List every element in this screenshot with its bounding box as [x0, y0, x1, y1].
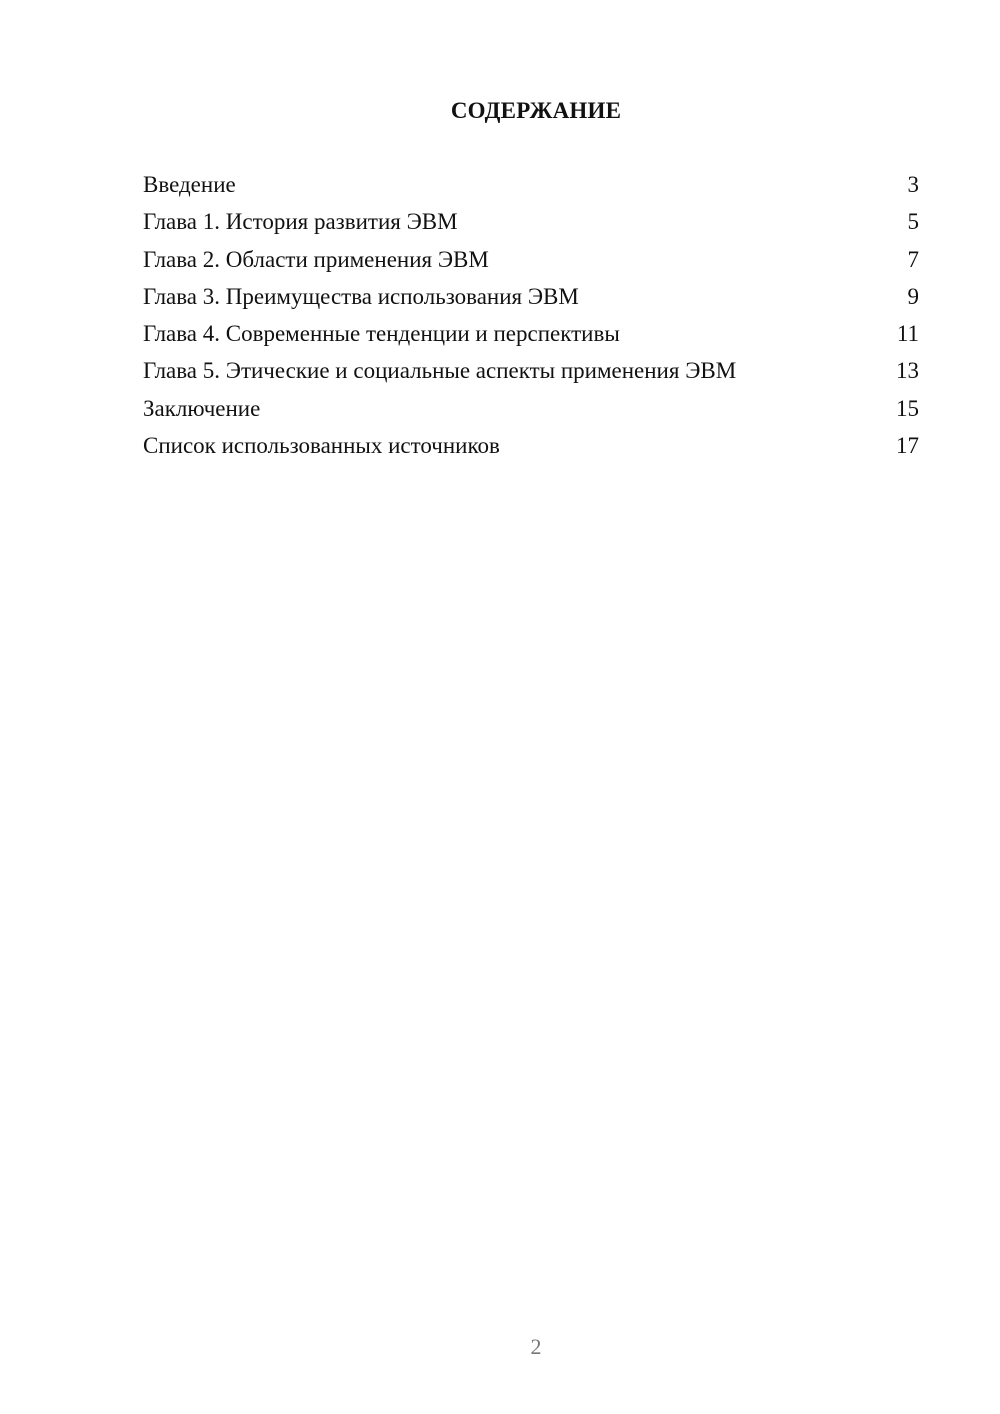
toc-entry-references [143, 431, 919, 468]
toc-entry-introduction [143, 170, 919, 207]
toc-entry-text: Глава 5. Этические и социальные аспекты применения ЭВМ [143, 358, 737, 384]
toc-entry-text: Глава 4. Современные тенденции и перспективы [143, 321, 620, 347]
toc-entry-chapter-2 [143, 245, 919, 282]
toc-entry-text: Заключение [143, 395, 261, 421]
page-title: СОДЕРЖАНИЕ [450, 98, 622, 123]
toc-entry-page: 17 [896, 433, 919, 459]
toc-entry-text: Список использованных источников [143, 433, 500, 459]
toc-entry-chapter-4 [143, 319, 919, 356]
toc-entry-page: 11 [896, 321, 919, 347]
toc-entry-chapter-5 [143, 356, 919, 393]
toc-entry-page: 3 [907, 172, 919, 197]
table-of-contents [143, 170, 919, 468]
toc-entry-page: 13 [896, 358, 919, 384]
toc-entry-chapter-1 [143, 207, 919, 244]
toc-entry-text: Глава 2. Области применения ЭВМ [143, 246, 489, 272]
toc-entry-text: Глава 1. История развития ЭВМ [143, 209, 458, 235]
toc-entry-text: Введение [143, 172, 236, 197]
toc-entry-page: 5 [907, 209, 919, 235]
toc-entry-page: 7 [907, 246, 919, 272]
toc-entry-conclusion [143, 394, 919, 431]
page-number: 2 [530, 1334, 542, 1359]
toc-entry-page: 15 [896, 395, 919, 421]
toc-entry-text: Глава 3. Преимущества использования ЭВМ [143, 283, 579, 309]
toc-entry-chapter-3 [143, 282, 919, 319]
toc-entry-page: 9 [907, 283, 919, 309]
